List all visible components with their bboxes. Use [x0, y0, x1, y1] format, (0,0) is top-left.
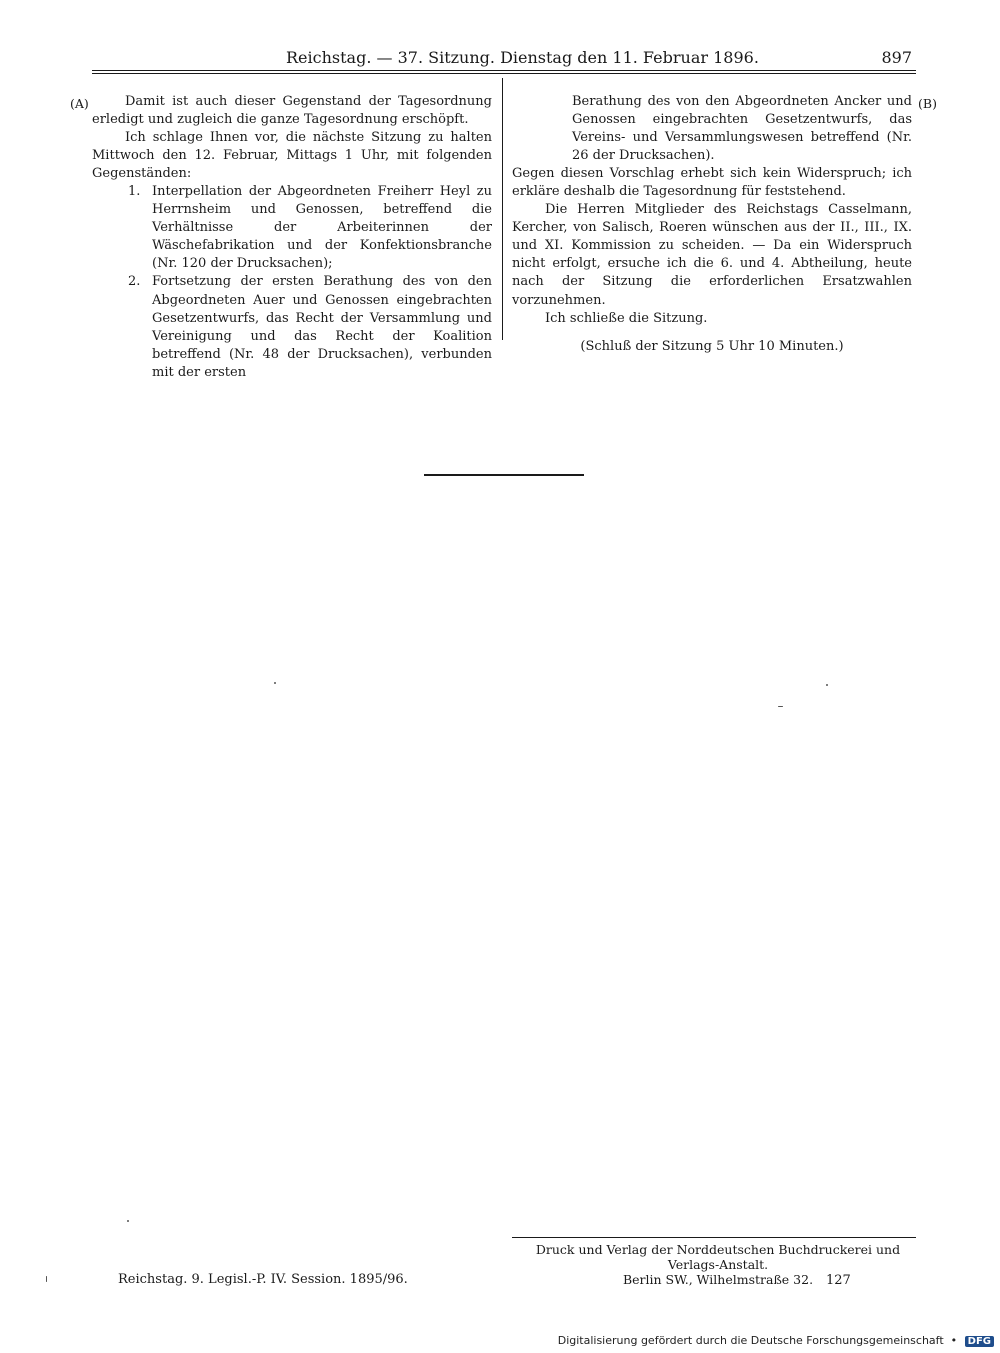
- agenda-item: [92, 273, 492, 381]
- agenda-item-number: 2.: [128, 274, 141, 290]
- header-double-rule: [92, 70, 916, 74]
- print-speck: [127, 1220, 129, 1222]
- imprint-line: Berlin SW., Wilhelmstraße 32.: [622, 1272, 814, 1287]
- paragraph-commission-change: Die Herren Mitglieder des Reichstags Casselmann, Kercher, von Salisch, Roeren wünschen aus der II., III., IX. und XI. Kommission zu scheiden. — Da ein Widerspruch nicht erfolgt, ersuche ich die 6. und 4. Abtheilung, heute nach der Sitzung die erforderlichen Ersatzwahlen vorzunehmen.: [512, 202, 912, 308]
- margin-mark-b: (B): [918, 96, 937, 111]
- paragraph-agenda-finished: Damit ist auch dieser Gegenstand der Tagesordnung erledigt und zugleich die ganze Tagesordnung erschöpft.: [92, 94, 492, 128]
- imprint-line: Druck und Verlag der Norddeutschen Buchdruckerei und Verlags-Anstalt.: [535, 1242, 901, 1272]
- paragraph-session-closed: Ich schließe die Sitzung.: [545, 310, 708, 326]
- print-speck: [46, 1276, 47, 1282]
- page-header: [92, 48, 916, 70]
- agenda-item-text: Interpellation der Abgeordneten Freiherr Heyl zu Herrnsheim und Genossen, betreffend die Verhältnisse der Arbeiterinnen der Wäschefabrikation und der Konfektionsbranche (Nr. 120 der Drucksachen);: [152, 184, 492, 272]
- section-separator-rule: [424, 474, 584, 476]
- print-speck: [274, 682, 276, 684]
- paragraph-no-objection: Gegen diesen Vorschlag erhebt sich kein Widerspruch; ich erkläre deshalb die Tagesordnung für feststehend.: [512, 166, 912, 200]
- agenda-item-number: 1.: [128, 184, 141, 200]
- credit-text: Digitalisierung gefördert durch die Deutsche Forschungsgemeinschaft: [557, 1334, 944, 1347]
- printer-imprint: [512, 1242, 924, 1287]
- print-speck: [778, 706, 783, 707]
- paragraph-next-session: Ich schlage Ihnen vor, die nächste Sitzung zu halten Mittwoch den 12. Februar, Mittags 1 Uhr, mit folgenden Gegenständen:: [92, 130, 492, 182]
- agenda-item: [92, 183, 492, 273]
- dfg-logo-icon: DFG: [965, 1336, 994, 1347]
- digitization-credit: [558, 1334, 994, 1347]
- page-number: 897: [881, 48, 912, 67]
- running-title: Reichstag. — 37. Sitzung. Dienstag den 11. Februar 1896.: [286, 48, 759, 67]
- closing-time-note: (Schluß der Sitzung 5 Uhr 10 Minuten.): [580, 338, 844, 354]
- agenda-item-continuation: Berathung des von den Abgeordneten Ancker und Genossen eingebrachten Gesetzentwurfs, das Vereins- und Versammlungswesen betreffend (Nr. 26 der Drucksachen).: [572, 94, 912, 164]
- left-column: [92, 93, 492, 382]
- right-column: [512, 93, 912, 356]
- agenda-list: [92, 183, 492, 382]
- column-divider: [502, 78, 503, 340]
- signature-line: Reichstag. 9. Legisl.-P. IV. Session. 1895/96.: [118, 1272, 408, 1287]
- margin-mark-a: (A): [70, 96, 89, 111]
- agenda-item-text: Fortsetzung der ersten Berathung des von den Abgeordneten Auer und Genossen eingebrachten Gesetzentwurfs, das Recht der Versammlung und Vereinigung und das Recht der Koalition betreffend (Nr. 48 der Drucksachen), verbunden mit der ersten: [152, 274, 492, 380]
- credit-separator: •: [947, 1334, 958, 1347]
- print-speck: [826, 684, 828, 686]
- footer-rule: [512, 1237, 916, 1238]
- sheet-number: 127: [826, 1273, 851, 1288]
